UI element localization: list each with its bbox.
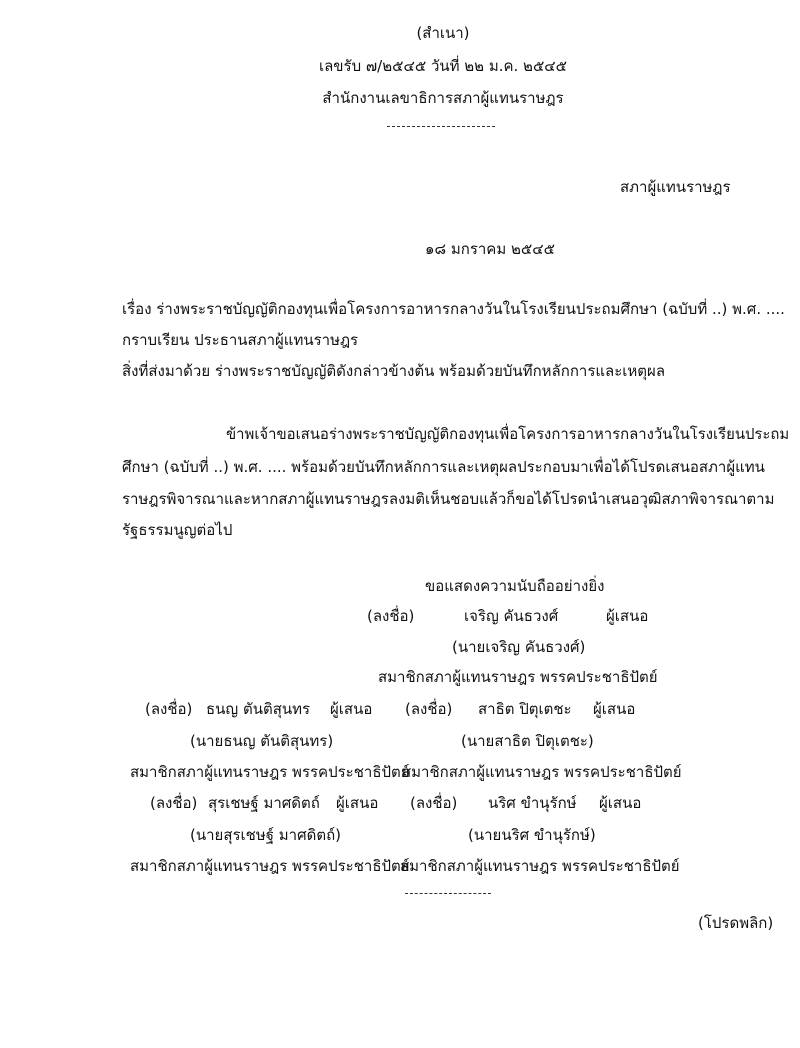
co-signature: สาธิต ปิตุเตชะ [478, 700, 572, 718]
signed-label: (ลงชื่อ) [410, 794, 458, 812]
main-signature: เจริญ คันธวงศ์ [464, 607, 559, 625]
body-line: ศึกษา (ฉบับที่ ..) พ.ศ. .... พร้อมด้วยบันทึกหลักการและเหตุผลประกอบมาเพื่อได้โปรดเสนอสภาผู้แทน [122, 458, 765, 476]
enclosure: สิ่งที่ส่งมาด้วย ร่างพระราชบัญญัติดังกล่าวข้างต้น พร้อมด้วยบันทึกหลักการและเหตุผล [122, 362, 666, 380]
proposer-label: ผู้เสนอ [599, 794, 642, 812]
office-name: สำนักงานเลขาธิการสภาผู้แทนราษฎร [322, 89, 564, 107]
main-signer-position: สมาชิกสภาผู้แทนราษฎร พรรคประชาธิปัตย์ [378, 668, 658, 686]
co-signer-position: สมาชิกสภาผู้แทนราษฎร พรรคประชาธิปัตย์ [130, 763, 410, 781]
co-signer-name: (นายธนญ ตันติสุนทร) [190, 732, 334, 750]
sender: สภาผู้แทนราษฎร [620, 178, 731, 196]
co-signer-position: สมาชิกสภาผู้แทนราษฎร พรรคประชาธิปัตย์ [402, 763, 682, 781]
proposer-label: ผู้เสนอ [330, 700, 373, 718]
proposer-label: ผู้เสนอ [593, 700, 636, 718]
co-signature: สุรเชษฐ์ มาศดิตถ์ [208, 794, 320, 812]
signed-label: (ลงชื่อ) [405, 700, 453, 718]
header-divider [387, 126, 495, 127]
body-line: ข้าพเจ้าขอเสนอร่างพระราชบัญญัติกองทุนเพื่อโครงการอาหารกลางวันในโรงเรียนประถม [226, 425, 790, 443]
co-signature: ธนญ ตันติสุนทร [206, 700, 311, 718]
co-signer-name: (นายสุรเชษฐ์ มาศดิตถ์) [190, 826, 342, 844]
proposer-label: ผู้เสนอ [606, 607, 649, 625]
letter-date: ๑๘ มกราคม ๒๕๔๕ [425, 240, 555, 258]
co-signer-position: สมาชิกสภาผู้แทนราษฎร พรรคประชาธิปัตย์ [400, 857, 680, 875]
turn-over-note: (โปรดพลิก) [698, 914, 774, 932]
signed-label: (ลงชื่อ) [145, 700, 193, 718]
body-line: ราษฎรพิจารณาและหากสภาผู้แทนราษฎรลงมติเห็นชอบแล้วก็ขอได้โปรดนำเสนอวุฒิสภาพิจารณาตาม [122, 490, 775, 508]
signed-label: (ลงชื่อ) [150, 794, 198, 812]
addressee: กราบเรียน ประธานสภาผู้แทนราษฎร [122, 331, 359, 349]
subject: เรื่อง ร่างพระราชบัญญัติกองทุนเพื่อโครงการอาหารกลางวันในโรงเรียนประถมศึกษา (ฉบับที่ ..) พ.ศ. .... [122, 300, 785, 318]
signed-label: (ลงชื่อ) [367, 607, 415, 625]
copy-mark: (สำเนา) [416, 24, 470, 42]
footer-divider [405, 893, 491, 894]
main-signer-name: (นายเจริญ คันธวงศ์) [452, 638, 586, 656]
co-signer-name: (นายสาธิต ปิตุเตชะ) [461, 732, 594, 750]
co-signer-position: สมาชิกสภาผู้แทนราษฎร พรรคประชาธิปัตย์ [130, 857, 410, 875]
proposer-label: ผู้เสนอ [336, 794, 379, 812]
co-signature: นริศ ขำนุรักษ์ [488, 794, 577, 812]
receipt-line: เลขรับ ๗/๒๕๔๕ วันที่ ๒๒ ม.ค. ๒๕๔๕ [318, 57, 567, 75]
body-line: รัฐธรรมนูญต่อไป [122, 521, 233, 539]
closing: ขอแสดงความนับถืออย่างยิ่ง [425, 577, 605, 595]
co-signer-name: (นายนริศ ขำนุรักษ์) [468, 826, 596, 844]
